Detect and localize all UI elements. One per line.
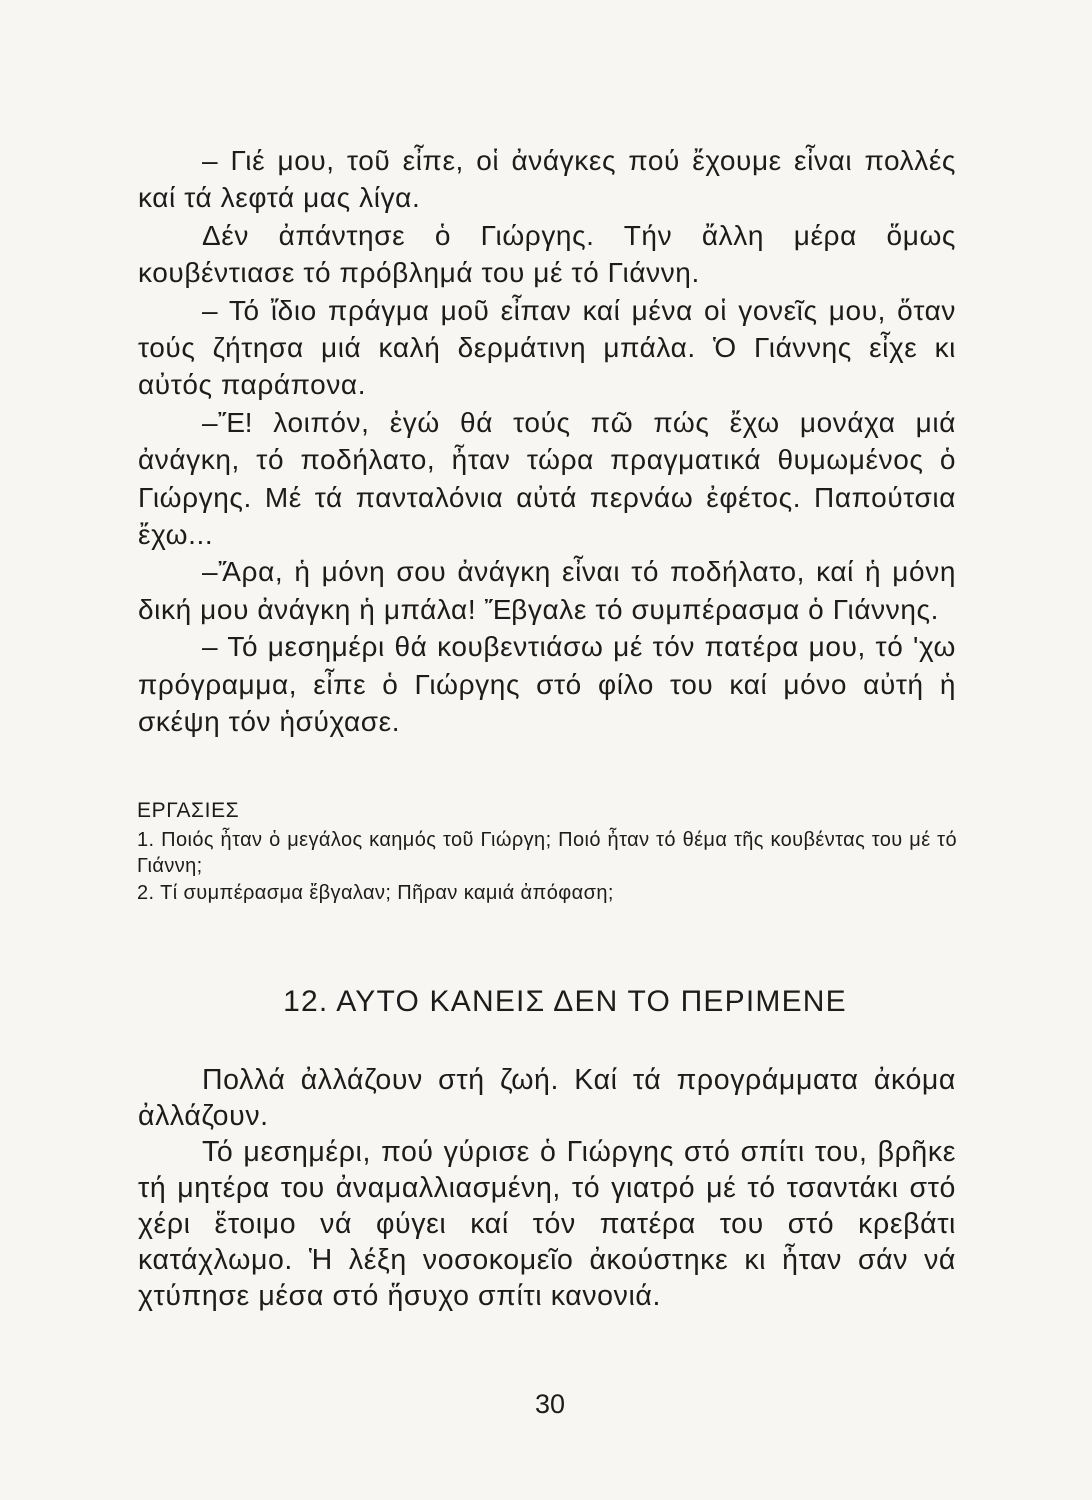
paragraph: Πολλά ἀλλάζουν στή ζωή. Καί τά προγράμματα ἀκόμα ἀλλάζουν. (138, 1064, 956, 1132)
paragraph: Τό μεσημέρι, πού γύρισε ὁ Γιώργης στό σπίτι του, βρῆκε τή μητέρα του ἀναμαλλιασμένη, τό γιατρό μέ τό τσαντάκι στό χέρι ἕτοιμο νά φύγει καί τόν πατέρα του στό κρεβάτι κατάχλωμο. Ἡ λέξη νοσοκομεῖο ἀκούστηκε κι ἦταν σάν νά χτύπησε μέσα στό ἥσυχο σπίτι κανονιά. (138, 1136, 956, 1312)
story-text-top (138, 142, 956, 741)
exercises-section (137, 798, 957, 906)
exercise-question: 1. Ποιός ἦταν ὁ μεγάλος καημός τοῦ Γιώργη; Ποιό ἦταν τό θέμα τῆς κουβέντας του μέ τό Γιάννη; (137, 828, 957, 877)
exercises-heading: ΕΡΓΑΣΙΕΣ (137, 799, 240, 822)
page-number: 30 (534, 1389, 566, 1419)
paragraph: – Τό ἴδιο πράγμα μοῦ εἶπαν καί μένα οἱ γονεῖς μου, ὅταν τούς ζήτησα μιά καλή δερμάτινη μπάλα. Ὁ Γιάννης εἶχε κι αὐτός παράπονα. (138, 294, 956, 401)
exercise-question: 2. Τί συμπέρασμα ἔβγαλαν; Πῆραν καμιά ἀπόφαση; (137, 881, 614, 904)
chapter-title: 12. ΑΥΤΟ ΚΑΝΕΙΣ ΔΕΝ ΤΟ ΠΕΡΙΜΕΝΕ (283, 985, 847, 1018)
paragraph: –Ἄρα, ἡ μόνη σου ἀνάγκη εἶναι τό ποδήλατο, καί ἡ μόνη δική μου ἀνάγκη ἡ μπάλα! Ἔβγαλε τό συμπέρασμα ὁ Γιάννης. (138, 556, 956, 625)
paragraph: Δέν ἀπάντησε ὁ Γιώργης. Τήν ἄλλη μέρα ὅμως κουβέντιασε τό πρόβλημά του μέ τό Γιάννη. (138, 219, 956, 289)
paragraph: – Τό μεσημέρι θά κουβεντιάσω μέ τόν πατέρα μου, τό 'χω πρόγραμμα, εἶπε ὁ Γιώργης στό φίλο του καί μόνο αὐτή ἡ σκέψη τόν ἡσύχασε. (138, 631, 956, 738)
story-text-bottom (138, 1062, 956, 1314)
paragraph: –Ἔ! λοιπόν, ἐγώ θά τούς πῶ πώς ἔχω μονάχα μιά ἀνάγκη, τό ποδήλατο, ἦταν τώρα πραγματικά θυμωμένος ὁ Γιώργης. Μέ τά πανταλόνια αὐτά περνάω ἐφέτος. Παπούτσια ἔχω... (138, 406, 956, 551)
paragraph: – Γιέ μου, τοῦ εἶπε, οἱ ἀνάγκες πού ἔχουμε εἶναι πολλές καί τά λεφτά μας λίγα. (138, 145, 956, 214)
